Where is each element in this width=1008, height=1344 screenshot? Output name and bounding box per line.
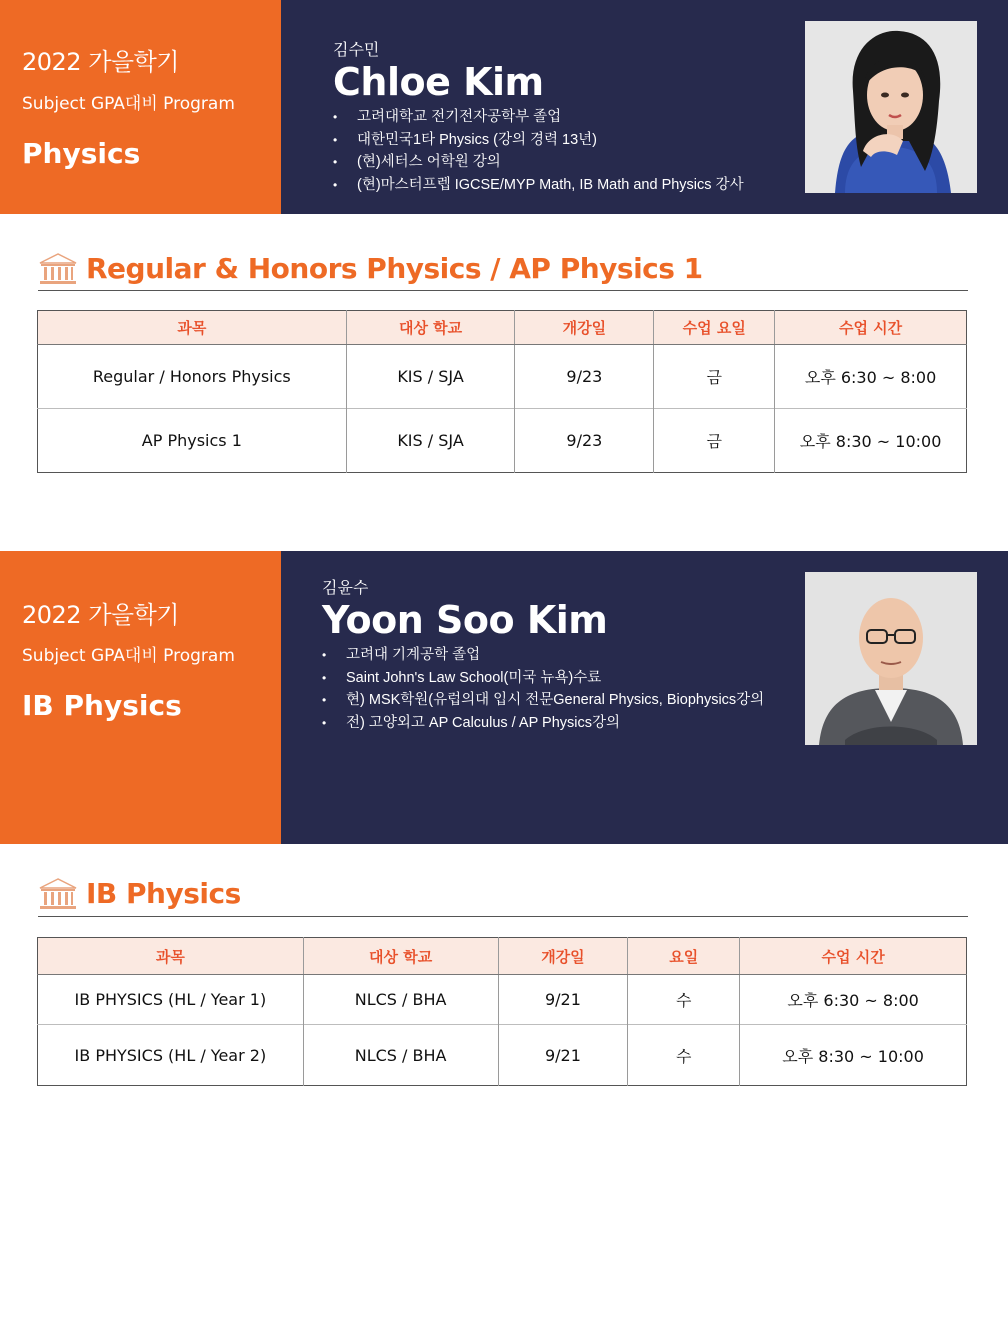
program-label: Subject GPA대비 Program [22,94,235,114]
course-section-title: IB Physics [86,877,241,910]
school-cell: NLCS / BHA [303,975,498,1025]
credential-item: • (현)마스터프렙 IGCSE/MYP Math, IB Math and Physics 강사 [333,174,744,197]
column-header: 과목 [38,938,304,975]
table-row [38,975,967,1025]
instructor-panel-1 [281,0,1008,214]
day-cell: 금 [654,409,775,473]
table-row [38,345,967,409]
day-cell: 수 [628,975,740,1025]
schedule-table-2 [37,937,967,1086]
time-cell: 오후 6:30 ~ 8:00 [775,345,967,409]
day-cell: 수 [628,1025,740,1086]
time-cell: 오후 6:30 ~ 8:00 [740,975,967,1025]
schedule-table-1 [37,310,967,473]
instructor-korean-name: 김윤수 [322,578,369,597]
start-date-cell: 9/23 [515,345,654,409]
day-cell: 금 [654,345,775,409]
instructor-english-name: Yoon Soo Kim [322,598,608,642]
time-cell: 오후 8:30 ~ 10:00 [740,1025,967,1086]
column-header: 대상 학교 [303,938,498,975]
credential-item: • 대한민국1타 Physics (강의 경력 13년) [333,129,744,152]
instructor-english-name: Chloe Kim [333,60,544,104]
table-row [38,409,967,473]
column-header: 수업 요일 [654,311,775,345]
start-date-cell: 9/23 [515,409,654,473]
program-panel-2 [0,551,281,844]
instructor-credentials [322,644,764,734]
start-date-cell: 9/21 [498,1025,628,1086]
classical-building-icon [38,252,78,286]
time-cell: 오후 8:30 ~ 10:00 [775,409,967,473]
column-header: 대상 학교 [346,311,515,345]
subject-label: IB Physics [22,689,182,722]
column-header: 개강일 [515,311,654,345]
table-header-row [38,311,967,345]
column-header: 요일 [628,938,740,975]
credential-item: • (현)세터스 어학원 강의 [333,151,744,174]
instructor-panel-2 [281,551,1008,844]
credential-item: • 현) MSK학원(유럽의대 입시 전문General Physics, Biophysics강의 [322,689,764,712]
program-label: Subject GPA대비 Program [22,646,235,666]
season-label: 2022 가을학기 [22,601,179,629]
instructor-banner-2 [0,551,1008,844]
course-cell: IB PHYSICS (HL / Year 2) [38,1025,304,1086]
credential-item: • 고려대 기계공학 졸업 [322,644,764,667]
credential-item: • Saint John's Law School(미국 뉴욕)수료 [322,667,764,690]
table-header-row [38,938,967,975]
table-row [38,1025,967,1086]
season-label: 2022 가을학기 [22,48,179,76]
instructor-credentials [333,106,744,196]
male-instructor-portrait-icon [805,572,977,745]
classical-building-icon [38,877,78,911]
column-header: 수업 시간 [775,311,967,345]
course-cell: AP Physics 1 [38,409,347,473]
course-section-header-2 [38,877,968,917]
school-cell: NLCS / BHA [303,1025,498,1086]
course-cell: IB PHYSICS (HL / Year 1) [38,975,304,1025]
credential-item: • 전) 고양외고 AP Calculus / AP Physics강의 [322,712,764,735]
female-instructor-portrait-icon [805,21,977,193]
instructor-banner-1 [0,0,1008,214]
column-header: 개강일 [498,938,628,975]
school-cell: KIS / SJA [346,409,515,473]
course-cell: Regular / Honors Physics [38,345,347,409]
school-cell: KIS / SJA [346,345,515,409]
column-header: 과목 [38,311,347,345]
course-section-title: Regular & Honors Physics / AP Physics 1 [86,252,703,285]
start-date-cell: 9/21 [498,975,628,1025]
instructor-korean-name: 김수민 [333,40,380,59]
credential-item: • 고려대학교 전기전자공학부 졸업 [333,106,744,129]
column-header: 수업 시간 [740,938,967,975]
subject-label: Physics [22,137,141,170]
course-section-header-1 [38,252,968,291]
program-panel-1 [0,0,281,214]
